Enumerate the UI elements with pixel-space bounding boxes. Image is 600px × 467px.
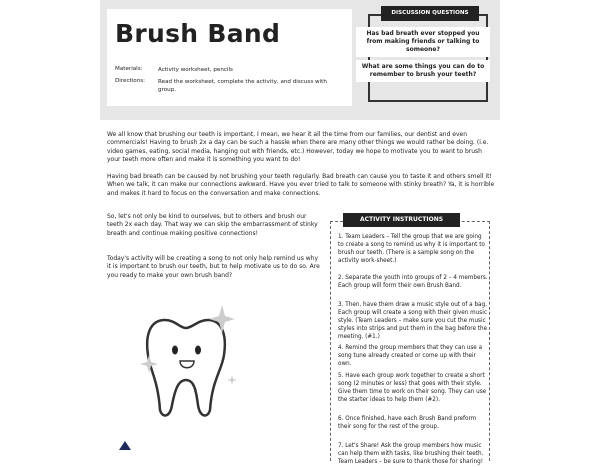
activity-step: 5. Have each group work together to create a short song (2 minutes or less) that goes with their style. Give them time to work on their song. They can use the starter ideas to help them (#2). xyxy=(338,373,487,403)
materials-row xyxy=(115,66,333,74)
directions-label: Directions: xyxy=(115,78,146,84)
activity-step: 6. Once finished, have each Brush Band preform their song for the rest of the group. xyxy=(338,416,477,430)
activity-step: 1. Team Leaders – Tell the group that we are going to create a song to remind us why it is important to brush our teeth. (There is a sample song on the activity work-sheet.) xyxy=(338,234,485,264)
discussion-label: DISCUSSION QUESTIONS xyxy=(381,6,479,21)
discussion-question: Has bad breath ever stopped you from making friends or talking to someone? xyxy=(356,27,490,57)
directions-value: Read the worksheet, complete the activity, and discuss with group. xyxy=(158,79,327,93)
materials-label: Materials: xyxy=(115,66,143,72)
page-title: Brush Band xyxy=(115,19,281,48)
activity-step: 3. Then, have them draw a music style out of a bag. Each group will create a song with their given music style. (Team Leaders – make sure you cut the music styles into strips and put them in the bag before the meeting. (#1.) xyxy=(338,302,488,340)
intro-paragraph: We all know that brushing our teeth is important, I mean, we hear it all the time from our families, our dentist and even commercials! Having to brush 2x a day can be such a hassle when there are many other things we would rather be doing. (i.e. video games, eating, social media, hanging out with friends, etc.) However, today we hope to motivate you to want to brush your teeth more often and make it is something you want to do! xyxy=(107,131,489,163)
body-paragraph: Today's activity will be creating a song to not only help remind us why it is important to brush our teeth, but to help motivate us to do so. Are you ready to make your own brush band? xyxy=(107,255,320,279)
materials-value: Activity worksheet, pencils xyxy=(158,67,233,73)
logo-icon xyxy=(119,441,131,450)
activity-step: 4. Remind the group members that they can use a song tune already created or come up with their own. xyxy=(338,345,483,367)
activity-label: ACTIVITY INSTRUCTIONS xyxy=(343,213,460,227)
body-paragraph: So, let's not only be kind to ourselves, but to others and brush our teeth 2x each day. That way we can skip the embarrassment of stinky breath and continue making positive connections! xyxy=(107,213,318,237)
title-card xyxy=(107,9,352,106)
discussion-question: What are some things you can do to remember to brush your teeth? xyxy=(356,60,490,82)
activity-step: 2. Separate the youth into groups of 2 – 4 members. Each group will form their own Brush Band. xyxy=(338,275,488,289)
smiling-tooth-icon xyxy=(140,300,240,420)
activity-step: 7. Let's Share! Ask the group members how music can help them with tasks, like brushing their teeth. Team Leaders – be sure to thank those for sharing! xyxy=(338,443,484,465)
body-paragraph: Having bad breath can be caused by not brushing your teeth regularly. Bad breath can cause you to taste it and others smell it! When we talk, it can make our connections awkward. Have you ever tried to talk to someone with stinky breath? Ya, it is horrible and makes it hard to focus on the conversation and make connections. xyxy=(107,173,495,197)
discussion-questions xyxy=(356,6,490,104)
activity-instructions xyxy=(330,216,490,465)
directions-row xyxy=(115,78,333,94)
